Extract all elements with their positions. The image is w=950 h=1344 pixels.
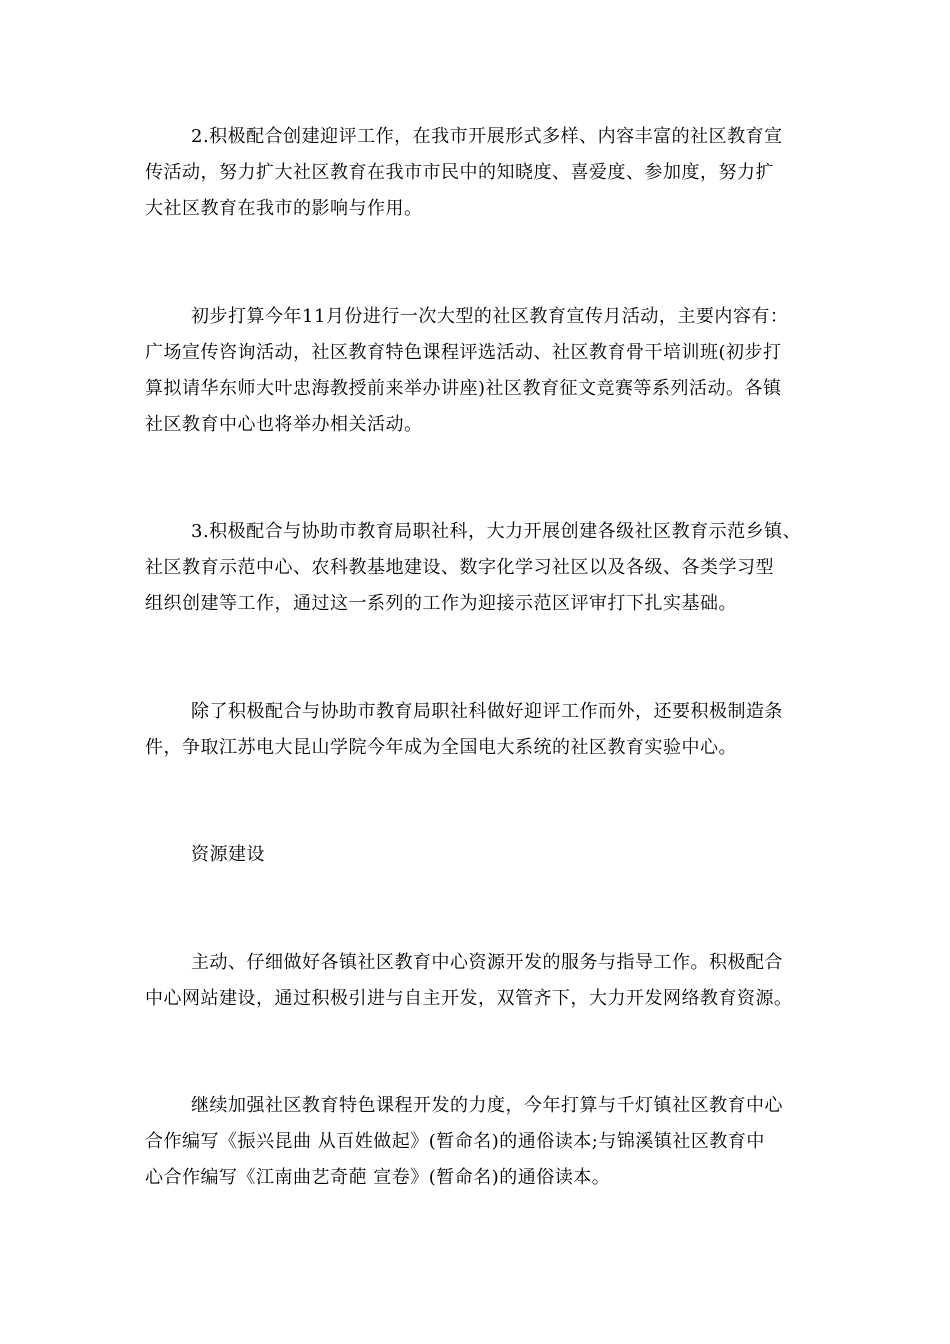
paragraph-2-line-4: 社区教育中心也将举办相关活动。 [145,414,423,435]
paragraph-2-line-1: 初步打算今年11月份进行一次大型的社区教育宣传月活动，主要内容有： [191,306,789,327]
paragraph-2-line-2: 广场宣传咨询活动，社区教育特色课程评选活动、社区教育骨干培训班(初步打 [145,342,782,363]
paragraph-4-line-1: 除了积极配合与协助市教育局职社科做好迎评工作而外，还要积极制造条 [191,701,783,722]
paragraph-1-line-1: 2.积极配合创建迎评工作，在我市开展形式多样、内容丰富的社区教育宣 [191,126,783,147]
paragraph-4-line-2: 件，争取江苏电大昆山学院今年成为全国电大系统的社区教育实验中心。 [145,737,737,758]
paragraph-1-line-2: 传活动，努力扩大社区教育在我市市民中的知晓度、喜爱度、参加度，努力扩 [145,162,774,183]
section-heading: 资源建设 [191,844,265,865]
paragraph-6-line-2: 中心网站建设，通过积极引进与自主开发，双管齐下，大力开发网络教育资源。 [145,988,793,1009]
paragraph-3-line-2: 社区教育示范中心、农科教基地建设、数字化学习社区以及各级、各类学习型 [145,557,774,578]
paragraph-3-line-1: 3.积极配合与协助市教育局职社科，大力开展创建各级社区教育示范乡镇、 [191,521,802,542]
paragraph-2-line-3: 算拟请华东师大叶忠海教授前来举办讲座)社区教育征文竞赛等系列活动。各镇 [145,378,782,399]
paragraph-7-line-3: 心合作编写《江南曲艺奇葩 宣卷》(暂命名)的通俗读本。 [145,1167,611,1188]
paragraph-6-line-1: 主动、仔细做好各镇社区教育中心资源开发的服务与指导工作。积极配合 [191,952,783,973]
paragraph-1-line-3: 大社区教育在我市的影响与作用。 [145,198,423,219]
paragraph-3-line-3: 组织创建等工作，通过这一系列的工作为迎接示范区评审打下扎实基础。 [145,593,737,614]
paragraph-7-line-2: 合作编写《振兴昆曲 从百姓做起》(暂命名)的通俗读本;与锦溪镇社区教育中 [145,1131,765,1152]
paragraph-7-line-1: 继续加强社区教育特色课程开发的力度，今年打算与千灯镇社区教育中心 [191,1095,783,1116]
